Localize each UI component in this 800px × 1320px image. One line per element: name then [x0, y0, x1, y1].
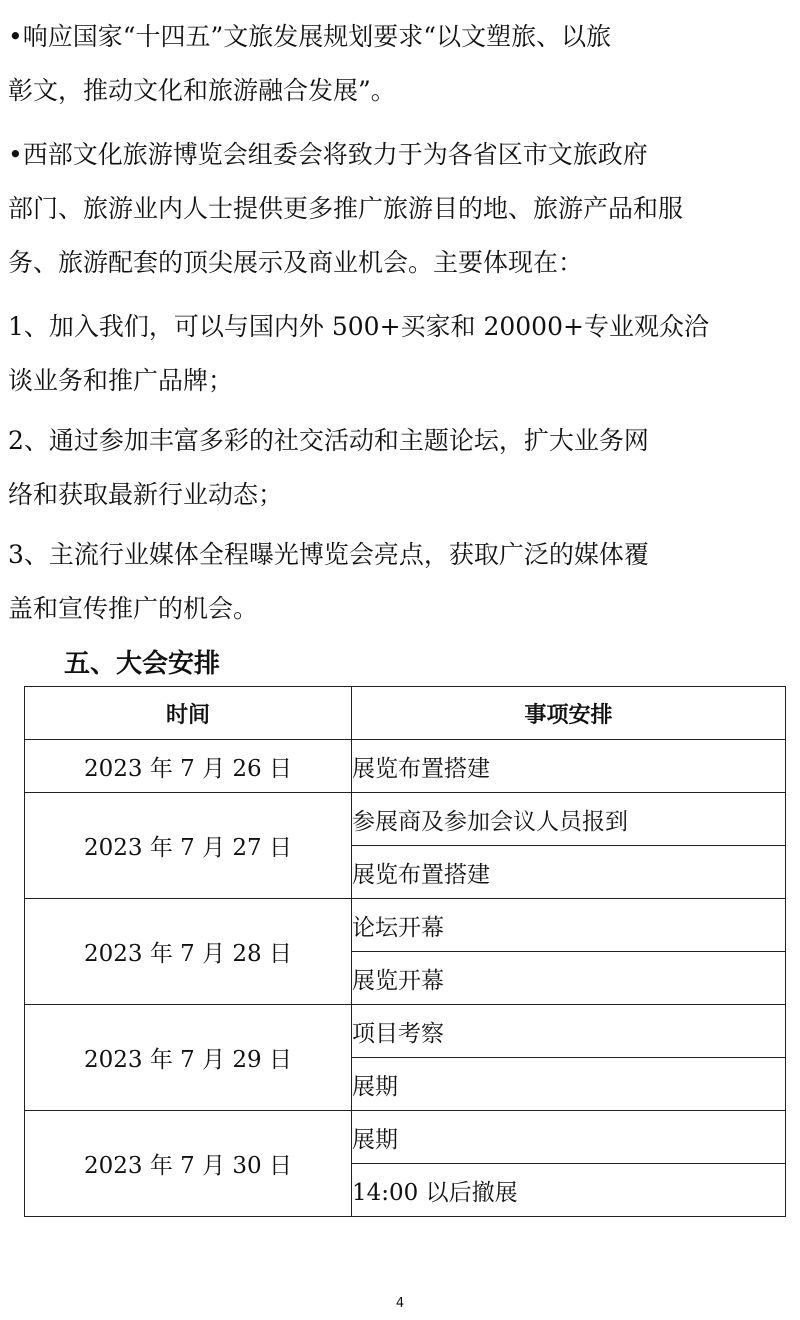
text-line: •响应国家“十四五”文旅发展规划要求“以文塑旅、以旅	[8, 22, 612, 51]
schedule-table	[24, 686, 786, 1217]
date-cell: 2023 年 7 月 29 日	[25, 1005, 352, 1111]
section-heading: 五、大会安排	[64, 649, 221, 679]
text-line: 2、通过参加丰富多彩的社交活动和主题论坛，扩大业务网	[8, 426, 649, 455]
item-cell: 参展商及参加会议人员报到	[352, 793, 786, 846]
text-line: 络和获取最新行业动态；	[8, 480, 284, 509]
table-row	[25, 899, 786, 952]
date-cell: 2023 年 7 月 28 日	[25, 899, 352, 1005]
text-line: 部门、旅游业内人士提供更多推广旅游目的地、旅游产品和服	[8, 194, 684, 223]
table-row	[25, 793, 786, 846]
header-time: 时间	[25, 687, 352, 740]
text-line: 3、主流行业媒体全程曝光博览会亮点，获取广泛的媒体覆	[8, 540, 649, 569]
header-arrangement: 事项安排	[352, 687, 786, 740]
text-line: 谈业务和推广品牌；	[8, 366, 234, 395]
paragraph-mission	[8, 128, 792, 290]
page-number: 4	[395, 1296, 405, 1311]
item-cell: 论坛开幕	[352, 899, 786, 952]
table-row	[25, 1111, 786, 1164]
item-cell: 项目考察	[352, 1005, 786, 1058]
text-line: 盖和宣传推广的机会。	[8, 594, 259, 623]
paragraph-policy	[8, 10, 792, 118]
table-row	[25, 1005, 786, 1058]
date-cell: 2023 年 7 月 26 日	[25, 740, 352, 793]
item-cell: 展览布置搭建	[352, 846, 786, 899]
text-line: •西部文化旅游博览会组委会将致力于为各省区市文旅政府	[8, 140, 648, 169]
item-cell: 展览开幕	[352, 952, 786, 1005]
item-cell: 14:00 以后撤展	[352, 1164, 786, 1217]
table-header-row	[25, 687, 786, 740]
item-cell: 展期	[352, 1111, 786, 1164]
text-line: 1、加入我们，可以与国内外 500+买家和 20000+专业观众洽	[8, 312, 709, 341]
paragraph-benefit-1	[8, 300, 792, 408]
table-row	[25, 740, 786, 793]
item-cell: 展览布置搭建	[352, 740, 786, 793]
text-line: 彰文，推动文化和旅游融合发展”。	[8, 76, 396, 105]
item-cell: 展期	[352, 1058, 786, 1111]
paragraph-benefit-2	[8, 414, 792, 522]
paragraph-benefit-3	[8, 528, 792, 636]
text-line: 务、旅游配套的顶尖展示及商业机会。主要体现在：	[8, 248, 584, 277]
date-cell: 2023 年 7 月 27 日	[25, 793, 352, 899]
date-cell: 2023 年 7 月 30 日	[25, 1111, 352, 1217]
